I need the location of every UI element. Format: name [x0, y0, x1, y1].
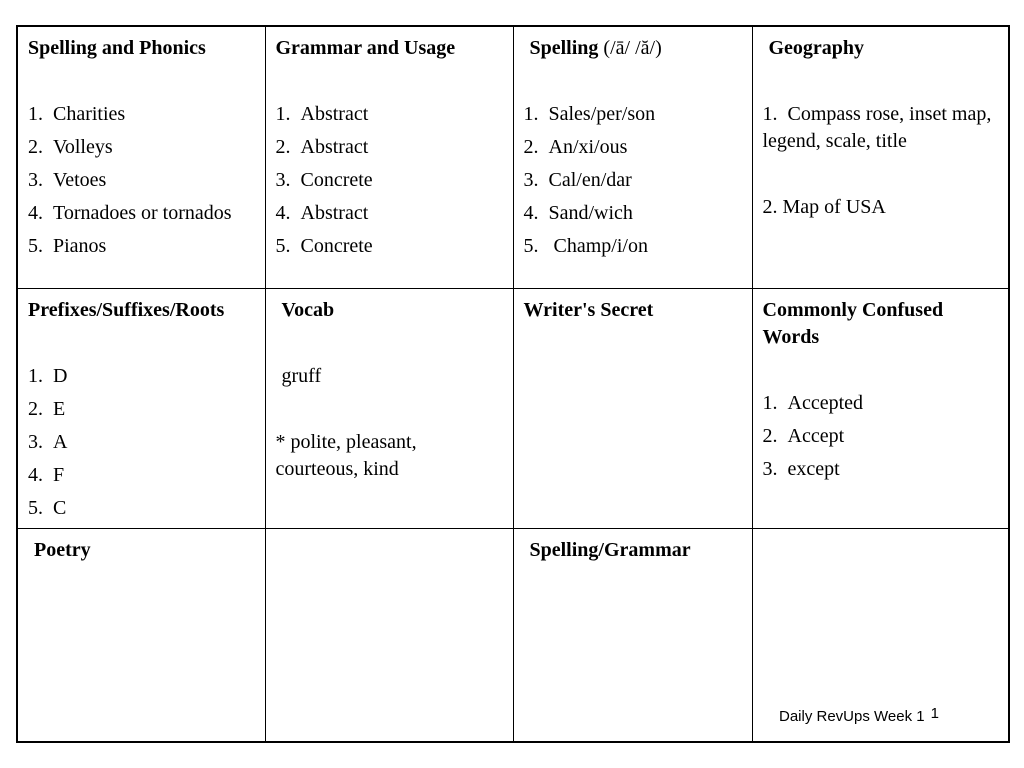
list-item — [524, 200, 742, 227]
item-number: 4. — [523, 202, 539, 224]
item-number: 2. — [28, 136, 43, 158]
vocab-word — [276, 363, 503, 390]
list-item — [28, 363, 255, 390]
heading-spelling-note: (/ā/ /ă/) — [603, 37, 662, 59]
list-spelling — [524, 101, 742, 260]
cell-vocab — [265, 288, 513, 528]
item-number: 1. — [523, 103, 539, 125]
item-number: 4. — [275, 202, 291, 224]
list-item — [28, 233, 255, 260]
list-item — [28, 462, 255, 489]
heading-prefixes: Prefixes/Suffixes/Roots — [28, 298, 225, 321]
cell-poetry — [17, 528, 265, 742]
item-text: except — [787, 457, 840, 480]
item-text: Cal/en/dar — [548, 169, 632, 191]
cell-spelling-phonics — [17, 26, 265, 288]
heading-vocab — [276, 297, 503, 324]
list-item — [28, 134, 255, 161]
item-text: Abstract — [300, 103, 369, 125]
list-item — [524, 134, 742, 161]
item-text: Sales/per/son — [548, 103, 656, 125]
list-item — [276, 134, 503, 161]
cell-spelling-grammar — [513, 528, 752, 742]
item-number: 3. — [28, 430, 43, 453]
item-number: 3. — [28, 169, 43, 191]
cell-grammar-usage — [265, 26, 513, 288]
heading-geography — [763, 35, 999, 62]
heading-geography-label: Geography — [768, 37, 865, 59]
item-number: 3. — [762, 457, 778, 480]
geography-line-1: 1. Compass rose, inset map, legend, scale, title — [762, 103, 997, 152]
item-text: Pianos — [53, 235, 107, 257]
table-row — [17, 26, 1009, 288]
item-number: 5. — [28, 235, 43, 257]
heading-spelling-grammar-label: Spelling/Grammar — [529, 538, 691, 561]
item-number: 1. — [28, 103, 43, 125]
heading-writers-secret: Writer's Secret — [523, 298, 654, 321]
item-text: Abstract — [300, 202, 369, 224]
cell-writers-secret — [513, 288, 752, 528]
item-number: 1. — [28, 364, 43, 387]
item-text: F — [53, 463, 65, 486]
item-number: 5. — [28, 496, 43, 519]
list-item — [28, 167, 255, 194]
heading-spelling-label: Spelling — [529, 37, 599, 59]
vocab-word-text: gruff — [281, 364, 322, 387]
heading-spelling-phonics: Spelling and Phonics — [28, 37, 206, 59]
list-item — [276, 233, 503, 260]
heading-poetry — [28, 537, 255, 564]
list-item — [763, 456, 999, 483]
geography-line-2: 2. Map of USA — [762, 196, 886, 218]
list-item — [276, 200, 503, 227]
heading-poetry-label: Poetry — [34, 538, 91, 561]
list-item — [28, 429, 255, 456]
page-number: 1 — [930, 705, 939, 722]
heading-spelling-grammar — [524, 537, 742, 564]
item-number: 2. — [762, 424, 778, 447]
list-prefixes — [28, 363, 255, 522]
list-item — [28, 101, 255, 128]
item-number: 4. — [28, 202, 43, 224]
item-number: 2. — [523, 136, 539, 158]
list-item — [524, 167, 742, 194]
list-item — [763, 423, 999, 450]
item-number: 5. — [523, 235, 539, 257]
list-spelling-phonics — [28, 101, 255, 260]
cell-geography — [752, 26, 1009, 288]
item-text: Champ/i/on — [548, 235, 648, 257]
item-text: Accepted — [787, 391, 864, 414]
item-number: 4. — [28, 463, 43, 486]
cell-confused-words — [752, 288, 1009, 528]
item-number: 5. — [275, 235, 291, 257]
list-item — [28, 200, 255, 227]
item-number: 2. — [275, 136, 291, 158]
table-row — [17, 288, 1009, 528]
slide-footer — [779, 705, 939, 725]
list-item — [28, 396, 255, 423]
item-text: D — [53, 364, 68, 387]
item-text: Vetoes — [53, 169, 107, 191]
cell-empty — [265, 528, 513, 742]
cell-spelling — [513, 26, 752, 288]
item-text: C — [53, 496, 67, 519]
heading-spelling — [524, 35, 742, 62]
heading-confused-words: Commonly Confused Words — [762, 298, 944, 348]
item-text: Accept — [787, 424, 845, 447]
list-item — [524, 233, 742, 260]
list-item — [276, 101, 503, 128]
item-text: Concrete — [300, 235, 373, 257]
item-text: An/xi/ous — [548, 136, 628, 158]
list-item — [524, 101, 742, 128]
heading-grammar-usage: Grammar and Usage — [275, 37, 456, 59]
item-text: E — [53, 397, 66, 420]
item-text: Volleys — [53, 136, 113, 158]
list-item — [763, 390, 999, 417]
footer-text: Daily RevUps Week 1 — [779, 708, 925, 725]
item-number: 2. — [28, 397, 43, 420]
item-text: Abstract — [300, 136, 369, 158]
list-item — [276, 167, 503, 194]
item-number: 1. — [762, 391, 778, 414]
item-number: 3. — [275, 169, 291, 191]
item-number: 3. — [523, 169, 539, 191]
heading-vocab-label: Vocab — [281, 298, 335, 321]
item-text: Concrete — [300, 169, 373, 191]
item-text: Sand/wich — [548, 202, 633, 224]
list-item — [28, 495, 255, 522]
item-number: 1. — [275, 103, 291, 125]
cell-prefixes — [17, 288, 265, 528]
list-confused-words — [763, 390, 999, 483]
list-grammar-usage — [276, 101, 503, 260]
item-text: A — [53, 430, 68, 453]
vocab-synonyms: * polite, pleasant, courteous, kind — [275, 430, 417, 480]
revups-table — [16, 25, 1010, 743]
item-text: Tornadoes or tornados — [53, 202, 232, 224]
item-text: Charities — [53, 103, 126, 125]
